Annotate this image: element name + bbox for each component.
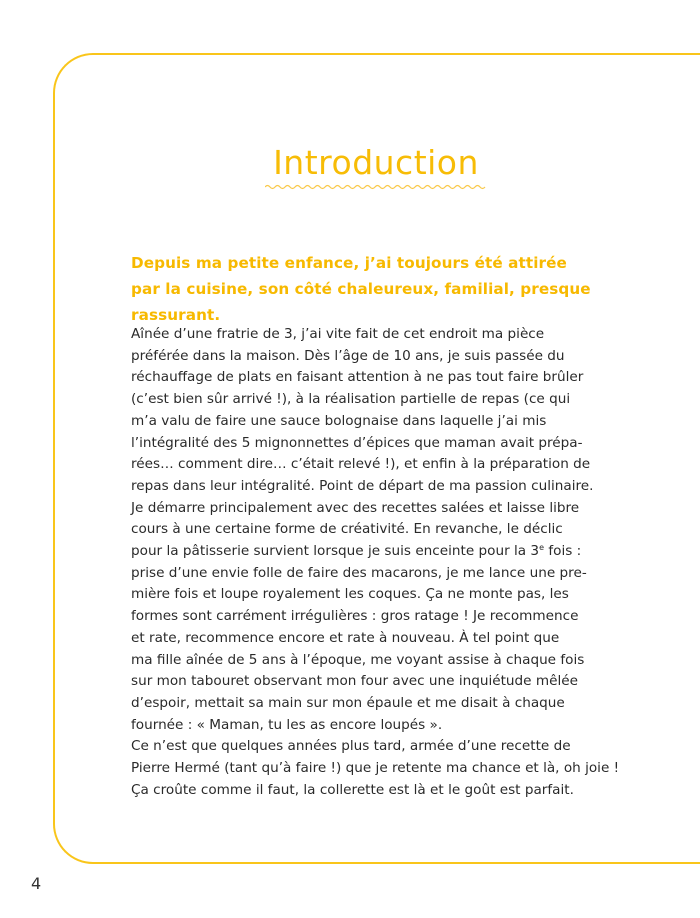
- body-line: préférée dans la maison. Dès l’âge de 10 ans, je suis passée du: [131, 347, 565, 364]
- body-line: repas dans leur intégralité. Point de départ de ma passion culinaire.: [131, 477, 594, 494]
- body-line: fournée : « Maman, tu les as encore loupés ».: [131, 716, 443, 733]
- lead-paragraph: [131, 250, 621, 328]
- body-line: Je démarre principalement avec des recettes salées et laisse libre: [131, 499, 580, 516]
- body-line: sur mon tabouret observant mon four avec une inquiétude mêlée: [131, 673, 578, 690]
- body-line-with-superscript: [131, 541, 621, 563]
- page-number: 4: [31, 874, 42, 893]
- body-line: Pierre Hermé (tant qu’à faire !) que je retente ma chance et là, oh joie !: [131, 760, 620, 777]
- body-line: et rate, recommence encore et rate à nouveau. À tel point que: [131, 629, 560, 646]
- body-line: cours à une certaine forme de créativité. En revanche, le déclic: [131, 521, 563, 538]
- ordinal-superscript: e: [539, 543, 545, 553]
- body-line: m’a valu de faire une sauce bolognaise dans laquelle j’ai mis: [131, 412, 547, 429]
- body-line: Ça croûte comme il faut, la collerette est là et le goût est parfait.: [131, 781, 574, 798]
- body-line: l’intégralité des 5 mignonnettes d’épices que maman avait prépa-: [131, 434, 583, 451]
- wavy-underline-decoration: [265, 182, 487, 192]
- body-paragraph: [131, 324, 621, 801]
- lead-line: Depuis ma petite enfance, j’ai toujours été attirée: [131, 254, 567, 272]
- body-line: mière fois et loupe royalement les coques. Ça ne monte pas, les: [131, 586, 569, 603]
- text-segment: pour la pâtisserie survient lorsque je suis enceinte pour la 3: [131, 543, 540, 560]
- body-line: rées… comment dire… c’était relevé !), et enfin à la préparation de: [131, 456, 591, 473]
- lead-line: rassurant.: [131, 306, 221, 324]
- body-line: ma fille aînée de 5 ans à l’époque, me voyant assise à chaque fois: [131, 651, 585, 668]
- body-line: Ce n’est que quelques années plus tard, armée d’une recette de: [131, 738, 571, 755]
- body-line: réchauffage de plats en faisant attention à ne pas tout faire brûler: [131, 369, 584, 386]
- body-line: Aînée d’une fratrie de 3, j’ai vite fait de cet endroit ma pièce: [131, 326, 545, 342]
- text-segment: fois :: [544, 543, 582, 560]
- body-line: formes sont carrément irrégulières : gros ratage ! Je recommence: [131, 608, 579, 625]
- page-title: Introduction: [273, 143, 479, 182]
- body-line: prise d’une envie folle de faire des macarons, je me lance une pre-: [131, 564, 587, 581]
- body-line: d’espoir, mettait sa main sur mon épaule et me disait à chaque: [131, 694, 565, 711]
- body-line: (c’est bien sûr arrivé !), à la réalisation partielle de repas (ce qui: [131, 391, 571, 408]
- lead-line: par la cuisine, son côté chaleureux, familial, presque: [131, 280, 591, 298]
